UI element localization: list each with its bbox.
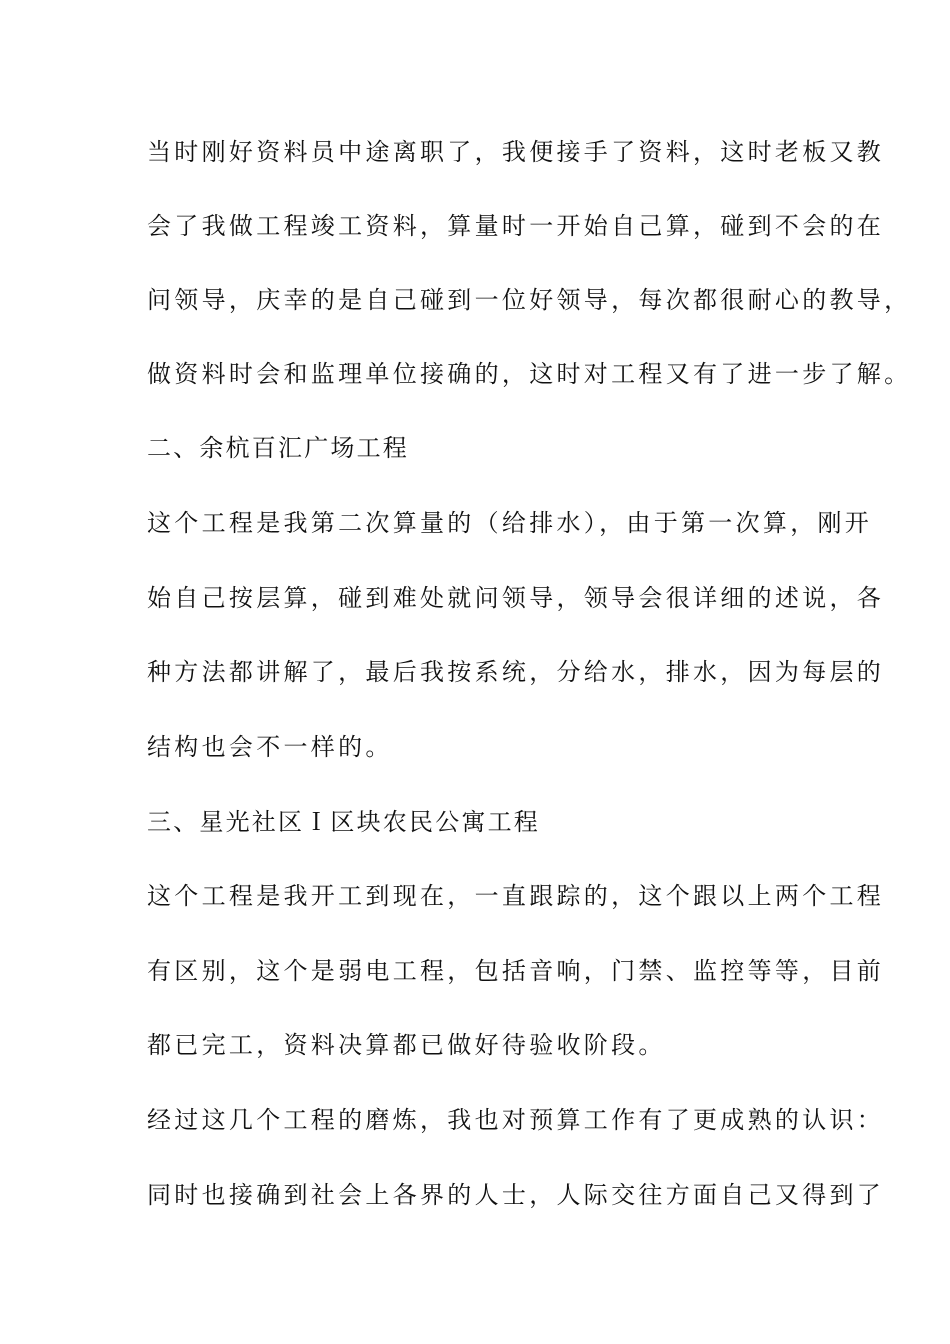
body-text-line: 做资料时会和监理单位接确的，这时对工程又有了进一步了解。 — [147, 360, 912, 388]
section-heading: 三、星光社区Ｉ区块农民公寓工程 — [147, 808, 540, 836]
body-text-line: 结构也会不一样的。 — [147, 733, 393, 761]
body-text-line: 同时也接确到社会上各界的人士，人际交往方面自己又得到了 — [147, 1181, 885, 1209]
body-text-line: 问领导，庆幸的是自己碰到一位好领导，每次都很耐心的教导， — [147, 286, 912, 314]
body-text-line: 有区别，这个是弱电工程，包括音响，门禁、监控等等，目前 — [147, 957, 885, 985]
body-text-line: 都已完工，资料决算都已做好待验收阶段。 — [147, 1031, 666, 1059]
section-heading: 二、余杭百汇广场工程 — [147, 434, 409, 462]
body-text-line: 经过这几个工程的磨炼，我也对预算工作有了更成熟的认识： — [147, 1106, 885, 1134]
body-text-line: 会了我做工程竣工资料，算量时一开始自己算，碰到不会的在 — [147, 212, 885, 240]
body-text-line: 种方法都讲解了，最后我按系统，分给水，排水，因为每层的 — [147, 658, 885, 686]
body-text-line: 这个工程是我开工到现在，一直跟踪的，这个跟以上两个工程 — [147, 882, 885, 910]
body-text-line: 始自己按层算，碰到难处就问领导，领导会很详细的述说，各 — [147, 584, 885, 612]
body-text-line: 当时刚好资料员中途离职了，我便接手了资料，这时老板又教 — [147, 138, 885, 166]
body-text-line: 这个工程是我第二次算量的（给排水），由于第一次算，刚开 — [147, 509, 873, 537]
